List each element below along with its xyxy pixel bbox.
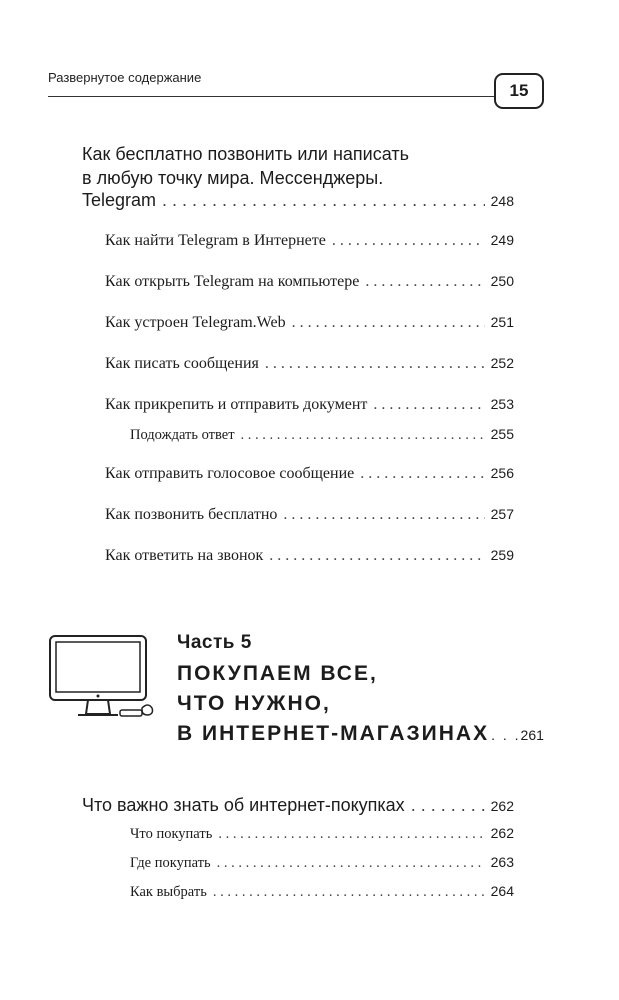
toc-entry-title: Где покупать [130,855,211,871]
leader-dots [241,427,485,444]
toc-entry-section[interactable] [105,355,514,373]
toc-entry-title: Как найти Telegram в Интернете [105,232,326,249]
leader-dots [411,795,485,816]
leader-dots [292,314,485,332]
leader-dots [269,547,484,565]
toc-entry-subsection[interactable] [130,854,514,872]
toc-entry-title: Как позвонить бесплатно [105,506,278,523]
toc-entry-page: 262 [490,825,514,841]
toc-entry-section[interactable] [105,232,514,250]
part-title-line-2: ЧТО НУЖНО, [177,692,331,715]
toc-entry-title: Как прикрепить и отправить документ [105,396,368,413]
toc-entry-page: 264 [490,883,514,899]
toc-entry-section[interactable] [105,506,514,524]
chapter-title-line-1: Как бесплатно позвонить или написать [82,144,409,164]
part-title-line-1: ПОКУПАЕМ ВСЕ, [177,662,378,685]
toc-entry-page: 248 [490,193,514,209]
toc-entry-title: Что покупать [130,826,213,842]
toc-entry-section[interactable] [105,314,514,332]
toc-entry-page: 255 [490,426,514,442]
toc-entry-page: 251 [490,314,514,330]
toc-entry-page: 257 [490,506,514,522]
running-title: Развернутое содержание [48,70,202,85]
toc-entry-section[interactable] [105,273,514,291]
toc-entry-title: Как открыть Telegram на компьютере [105,273,360,290]
toc-entry-section[interactable] [105,396,514,414]
leader-dots [218,826,484,843]
part-title-line-3: В ИНТЕРНЕТ-МАГАЗИНАХ [177,722,490,745]
leader-dots [332,232,485,250]
toc-entry-subsection[interactable] [130,825,514,843]
leader-dots [283,506,484,524]
toc-entry-chapter[interactable] [82,190,514,211]
leader-dots [360,465,484,483]
toc-entry-chapter[interactable] [82,795,514,816]
leader-dots [162,190,485,211]
toc-entry-subsection[interactable] [130,426,514,444]
leader-dots [213,884,485,901]
toc-entry-page: 249 [490,232,514,248]
toc-entry-page: 263 [490,854,514,870]
desktop-computer-icon [48,634,163,720]
toc-entry-page: 252 [490,355,514,371]
toc-entry-title: Как отправить голосовое сообщение [105,465,355,482]
leader-dots [265,355,485,373]
toc-entry-section[interactable] [105,547,514,565]
toc-entry-subsection[interactable] [130,883,514,901]
chapter-title-line-2: в любую точку мира. Мессенджеры. [82,168,384,188]
toc-entry-title: Как устроен Telegram.Web [105,314,286,331]
toc-entry-part[interactable] [177,722,544,746]
toc-entry-title: Как ответить на звонок [105,547,264,564]
toc-entry-page: 261 [520,727,544,743]
toc-entry-title: Telegram [82,190,157,210]
page-number: 15 [494,73,544,109]
toc-entry-page: 259 [490,547,514,563]
leader-dots [365,273,484,291]
leader-dots: . . . [491,727,521,743]
toc-entry-page: 250 [490,273,514,289]
toc-entry-title: Подождать ответ [130,427,235,443]
leader-dots [217,855,485,872]
toc-entry-section[interactable] [105,465,514,483]
leader-dots [373,396,484,414]
header-rule [48,96,495,97]
part-label: Часть 5 [177,632,252,653]
toc-entry-title: Как выбрать [130,884,207,900]
toc-entry-title: Что важно знать об интернет-покупках [82,795,405,815]
toc-entry-page: 262 [490,798,514,814]
toc-entry-page: 256 [490,465,514,481]
toc-entry-page: 253 [490,396,514,412]
toc-entry-title: Как писать сообщения [105,355,259,372]
